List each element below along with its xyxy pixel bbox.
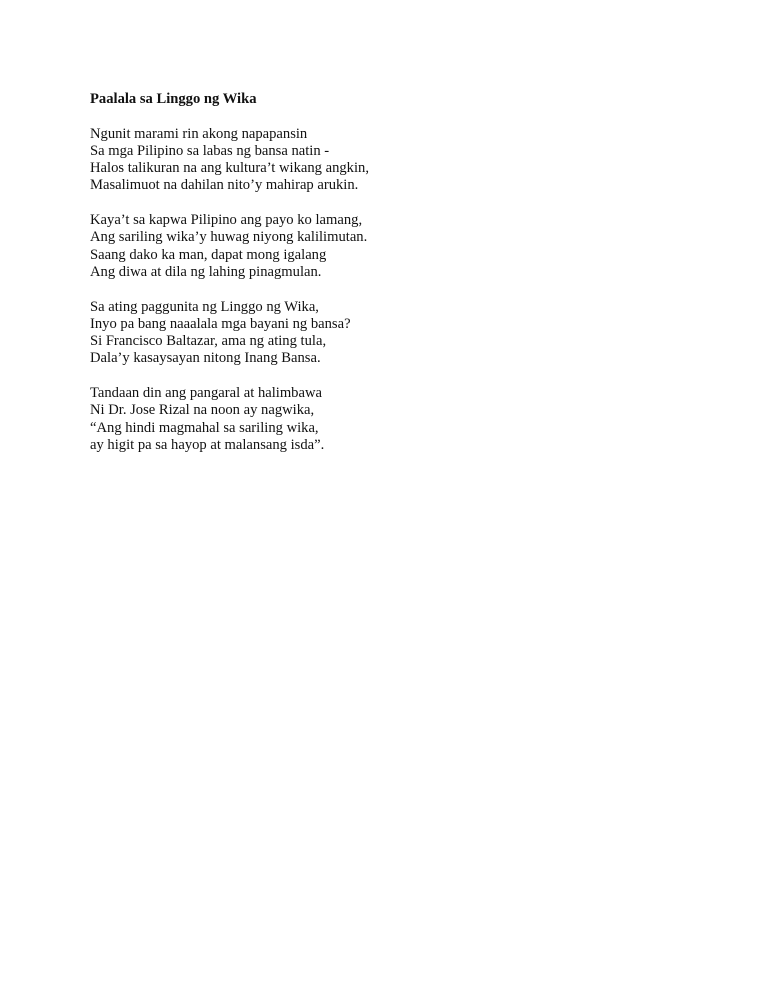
poem-line: Dala’y kasaysayan nitong Inang Bansa.	[90, 350, 321, 367]
poem-line: Si Francisco Baltazar, ama ng ating tula,	[90, 333, 327, 350]
poem-line: Inyo pa bang naaalala mga bayani ng bansa?	[90, 315, 351, 332]
poem-line: Masalimuot na dahilan nito’y mahirap arukin.	[90, 177, 359, 194]
poem-line: Halos talikuran na ang kultura’t wikang angkin,	[90, 160, 369, 177]
poem-line: Kaya’t sa kapwa Pilipino ang payo ko lamang,	[90, 212, 363, 229]
stanza-1	[90, 126, 710, 195]
poem-line: “Ang hindi magmahal sa sariling wika,	[90, 419, 319, 436]
poem-line: ay higit pa sa hayop at malansang isda”.	[90, 436, 325, 453]
poem-line: Saang dako ka man, dapat mong igalang	[90, 246, 327, 263]
stanza-2	[90, 212, 710, 281]
poem-content	[90, 91, 710, 472]
poem-line: Sa ating paggunita ng Linggo ng Wika,	[90, 298, 319, 315]
stanza-3	[90, 299, 710, 368]
poem-line: Tandaan din ang pangaral at halimbawa	[90, 385, 322, 402]
stanza-4	[90, 385, 710, 454]
poem-title: Paalala sa Linggo ng Wika	[90, 91, 257, 107]
poem-line: Ang sariling wika’y huwag niyong kalilimutan.	[90, 229, 368, 246]
poem-line: Ang diwa at dila ng lahing pinagmulan.	[90, 263, 322, 280]
poem-line: Ni Dr. Jose Rizal na noon ay nagwika,	[90, 402, 315, 419]
poem-line: Ngunit marami rin akong napapansin	[90, 125, 308, 142]
poem-line: Sa mga Pilipino sa labas ng bansa natin -	[90, 142, 330, 159]
